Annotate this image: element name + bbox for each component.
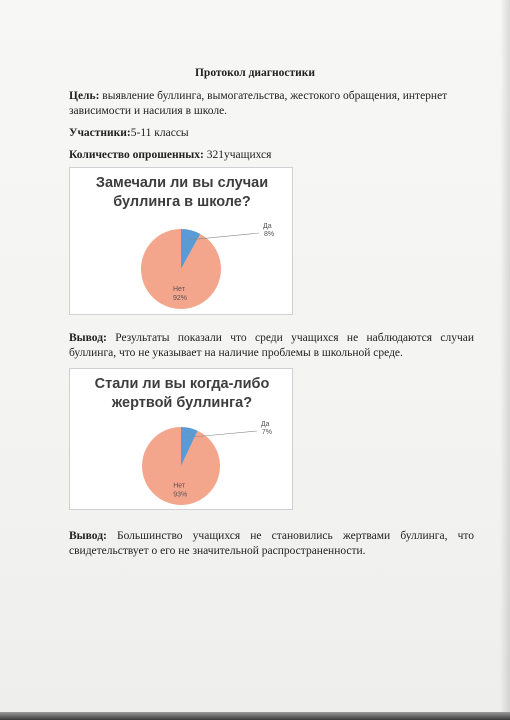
participants-paragraph bbox=[69, 126, 479, 141]
slice-label-net-value: 93% bbox=[173, 491, 188, 499]
chart-title-line1: Замечали ли вы случаи bbox=[95, 175, 269, 191]
conclusion-2 bbox=[69, 529, 474, 559]
page-edge-shadow bbox=[500, 0, 510, 720]
conclusion-2-text: Большинство учащихся не становились жертвами буллинга, что свидетельствует о его не значительной распространенности. bbox=[69, 530, 474, 557]
participants-label: Участники: bbox=[69, 127, 131, 139]
slice-label-net-value: 92% bbox=[173, 295, 188, 302]
pie-chart-svg bbox=[70, 369, 294, 511]
slice-label-da-value: 7% bbox=[261, 429, 273, 436]
chart-title-line1: Стали ли вы когда-либо bbox=[94, 376, 270, 392]
document-title: Протокол диагностики bbox=[194, 67, 315, 79]
conclusion-1-label: Вывод: bbox=[69, 332, 107, 344]
slice-label-da-category: Да bbox=[260, 421, 270, 428]
conclusion-1-text: Результаты показали что среди учащихся не наблюдаются случаи буллинга, что не указывает на наличие проблемы в школьной среде. bbox=[69, 332, 474, 359]
goal-paragraph bbox=[69, 89, 479, 119]
chart-title-line2: жертвой буллинга? bbox=[111, 395, 253, 411]
slice-label-net-category: Нет bbox=[173, 286, 185, 293]
participants-text: 5-11 классы bbox=[130, 127, 189, 139]
count-text: 321учащихся bbox=[203, 149, 272, 161]
pie-chart-svg bbox=[70, 168, 294, 316]
slice-label-net-category: Нет bbox=[173, 482, 186, 490]
goal-label: Цель: bbox=[69, 90, 100, 102]
chart-title-line2: буллинга в школе? bbox=[113, 194, 251, 210]
conclusion-2-label: Вывод: bbox=[69, 530, 107, 542]
count-label: Количество опрошенных: bbox=[69, 149, 204, 161]
chart-bullying-victim bbox=[69, 368, 293, 510]
slice-label-da-value: 8% bbox=[264, 231, 275, 238]
conclusion-1 bbox=[69, 331, 474, 361]
page-bottom-edge bbox=[0, 712, 510, 720]
chart-bullying-noticed bbox=[69, 167, 293, 315]
slice-label-da-category: Да bbox=[263, 223, 272, 230]
count-paragraph bbox=[69, 148, 479, 163]
goal-text: выявление буллинга, вымогательства, жестокого обращения, интернет зависимости и насилия в школе. bbox=[69, 90, 448, 117]
